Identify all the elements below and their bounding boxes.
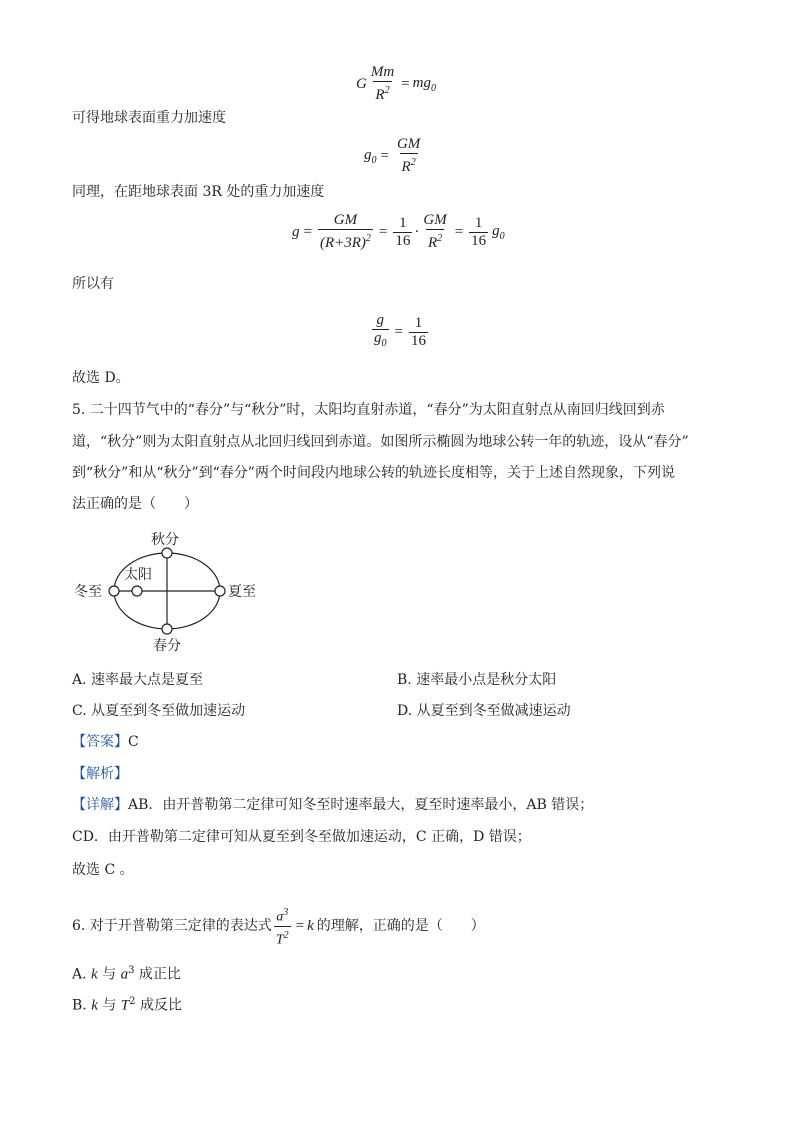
point-spring-equinox (162, 624, 172, 634)
formula-gravity-at-3R (292, 212, 505, 252)
fraction (395, 136, 422, 176)
numerator: GM (423, 212, 447, 228)
numerator: Mm (370, 64, 395, 80)
equals-sign: = (380, 147, 389, 164)
denominator: $T^2$ (274, 926, 291, 949)
q5-option-b[interactable]: B. 速率最小点是秋分太阳 (397, 672, 557, 688)
q6-option-b[interactable]: B. k 与 $T^2$ 成反比 (72, 996, 182, 1014)
numerator: 1 (474, 214, 483, 231)
label-sun: 太阳 (124, 567, 152, 583)
formula-symbol: G (356, 75, 367, 92)
q6-prefix: 6. 对于开普勒第三定律的表达式 (72, 918, 272, 935)
fraction (372, 312, 389, 352)
sun-point (132, 586, 142, 596)
denominator: $R^2$ (400, 153, 418, 176)
detail-tag: 【详解】 (72, 797, 128, 813)
q5-analysis-tag (72, 764, 128, 784)
answer-tag: 【答案】 (72, 734, 128, 750)
text-surface-gravity: 可得地球表面重力加速度 (72, 110, 226, 126)
denominator: $(R+3R)^2$ (318, 229, 373, 252)
numerator: 1 (414, 314, 423, 331)
q5-detail-line2: CD．由开普勒第二定律可知从夏至到冬至做加速运动，C 正确，D 错误； (72, 829, 531, 845)
point-autumn-equinox (162, 548, 172, 558)
text-therefore: 所以有 (72, 276, 114, 292)
denominator: $g_0$ (372, 329, 389, 352)
q6-stem (72, 904, 485, 948)
q5-stem-line4: 法正确的是（ ） (72, 496, 198, 512)
fraction (469, 215, 488, 250)
q5-answer (72, 732, 139, 752)
formula-rhs: $mg_0$ (412, 74, 436, 94)
q5-option-a[interactable]: A. 速率最大点是夏至 (72, 672, 204, 688)
fraction (369, 64, 396, 104)
formula-surface-gravity (364, 136, 424, 176)
numerator: GM (396, 136, 421, 152)
constant-k: k (307, 918, 314, 935)
q5-option-c[interactable]: C. 从夏至到冬至做加速运动 (72, 703, 246, 719)
denominator: 16 (471, 232, 487, 249)
fraction (318, 212, 373, 252)
q5-stem-line3: 到“秋分”和从“秋分”到“春分”两个时间段内地球公转的轨迹长度相等，关于上述自然现象，下列说 (72, 465, 675, 481)
q5-detail-line1 (72, 795, 593, 815)
formula-gravity-ratio (370, 312, 430, 352)
fraction (393, 215, 412, 250)
numerator: GM (333, 212, 358, 228)
q6-option-a[interactable]: A. k 与 $a^3$ 成正比 (72, 965, 181, 983)
fraction (409, 315, 428, 350)
orbit-diagram (70, 528, 270, 658)
point-winter-solstice (109, 586, 119, 596)
denominator: $R^2$ (373, 81, 391, 104)
label-winter-solstice: 冬至 (74, 584, 102, 600)
denominator: 16 (410, 332, 426, 349)
q5-stem-line2: 道，“秋分”则为太阳直射点从北回归线回到赤道。如图所示椭圆为地球公转一年的轨迹，设从“春分” (72, 434, 689, 450)
q5-conclusion: 故选 C 。 (72, 862, 134, 878)
analysis-tag: 【解析】 (72, 766, 128, 782)
dot-operator: · (414, 223, 420, 240)
equals-sign: = (303, 223, 312, 240)
detail-text: AB．由开普勒第二定律可知冬至时速率最大，夏至时速率最小，AB 错误； (128, 797, 594, 813)
q5-stem-line1: 5. 二十四节气中的“春分”与“秋分”时，太阳均直射赤道，“春分”为太阳直射点从南回归线回到赤 (72, 402, 665, 418)
denominator: 16 (395, 232, 411, 249)
equals-sign: = (401, 75, 410, 92)
formula-gravity-equals-weight (356, 64, 436, 104)
answer-value: C (128, 734, 139, 750)
point-summer-solstice (215, 586, 225, 596)
denominator: $R^2$ (426, 229, 444, 252)
text-gravity-at-3R: 同理，在距地球表面 3R 处的重力加速度 (72, 184, 325, 200)
numerator: g (376, 312, 384, 328)
equals-sign: = (295, 918, 305, 935)
equals-sign: = (454, 223, 464, 240)
numerator: 1 (399, 214, 407, 231)
label-autumn-equinox: 秋分 (151, 532, 179, 548)
formula-lhs: g (292, 223, 300, 240)
formula-tail: $g_0$ (492, 222, 505, 242)
numerator: $a^3$ (276, 907, 289, 925)
fraction (421, 212, 448, 252)
equals-sign: = (378, 223, 388, 240)
q6-suffix: 的理解，正确的是（ ） (316, 918, 485, 935)
label-summer-solstice: 夏至 (228, 584, 256, 600)
fraction (274, 904, 291, 948)
q5-option-d[interactable]: D. 从夏至到冬至做减速运动 (397, 703, 571, 719)
formula-lhs: $g_0$ (364, 146, 377, 166)
equals-sign: = (394, 323, 403, 340)
text-choose-D: 故选 D。 (72, 370, 130, 386)
label-spring-equinox: 春分 (153, 638, 181, 654)
